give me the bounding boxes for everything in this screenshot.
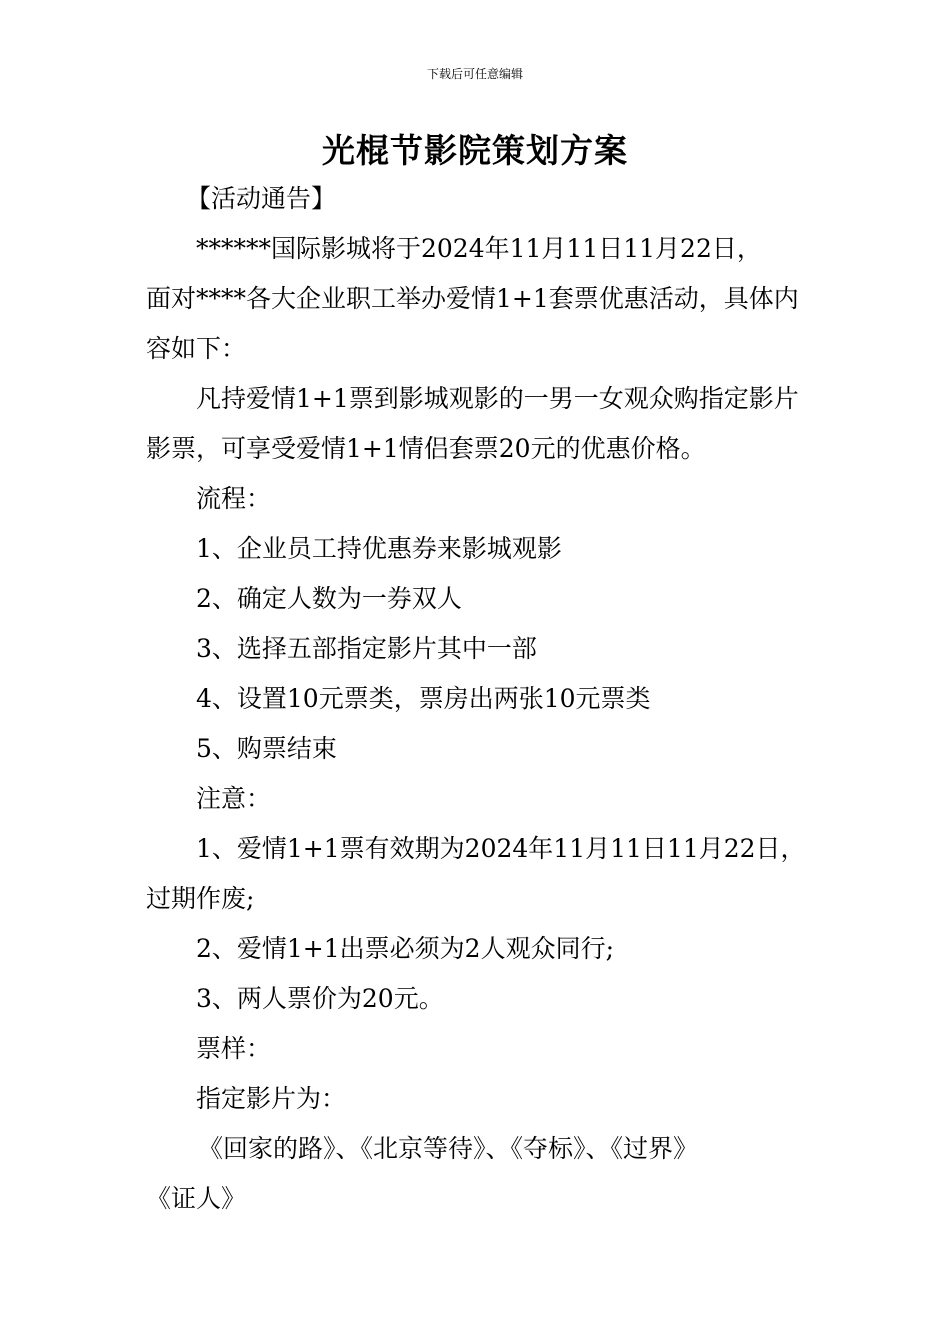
section-heading-notes: 注意： xyxy=(196,784,272,813)
section-heading-movies: 指定影片为： xyxy=(196,1084,347,1113)
note-item: 2、爱情1+1出票必须为2人观众同行; xyxy=(196,934,614,963)
process-step: 2、确定人数为一券双人 xyxy=(196,584,462,613)
paragraph-line: 面对****各大企业职工举办爱情1+1套票优惠活动，具体内 xyxy=(146,284,799,313)
note-item: 1、爱情1+1票有效期为2024年11月11日11月22日， xyxy=(196,834,806,863)
movie-list: 《回家的路》、《北京等待》、《夺标》、《过界》 xyxy=(198,1134,699,1163)
section-heading-ticket-sample: 票样： xyxy=(196,1034,272,1063)
document-title: 光棍节影院策划方案 xyxy=(322,131,628,170)
process-step: 5、购票结束 xyxy=(196,734,337,763)
header-note: 下载后可任意编辑 xyxy=(426,67,523,81)
document-body xyxy=(146,174,836,1224)
paragraph-line: 影票，可享受爱情1+1情侣套票20元的优惠价格。 xyxy=(146,434,706,463)
note-item: 3、两人票价为20元。 xyxy=(196,984,444,1013)
paragraph-line: 凡持爱情1+1票到影城观影的一男一女观众购指定影片 xyxy=(196,384,799,413)
movie-list-continued: 《证人》 xyxy=(146,1184,247,1213)
paragraph-line: 容如下： xyxy=(146,334,247,363)
process-step: 1、企业员工持优惠券来影城观影 xyxy=(196,534,562,563)
process-step: 3、选择五部指定影片其中一部 xyxy=(196,634,537,663)
section-heading-notice: 【活动通告】 xyxy=(186,184,337,213)
note-item-continued: 过期作废; xyxy=(146,884,255,913)
paragraph-line: ******国际影城将于2024年11月11日11月22日， xyxy=(196,234,762,263)
process-step: 4、设置10元票类，票房出两张10元票类 xyxy=(196,684,651,713)
section-heading-process: 流程： xyxy=(196,484,272,513)
